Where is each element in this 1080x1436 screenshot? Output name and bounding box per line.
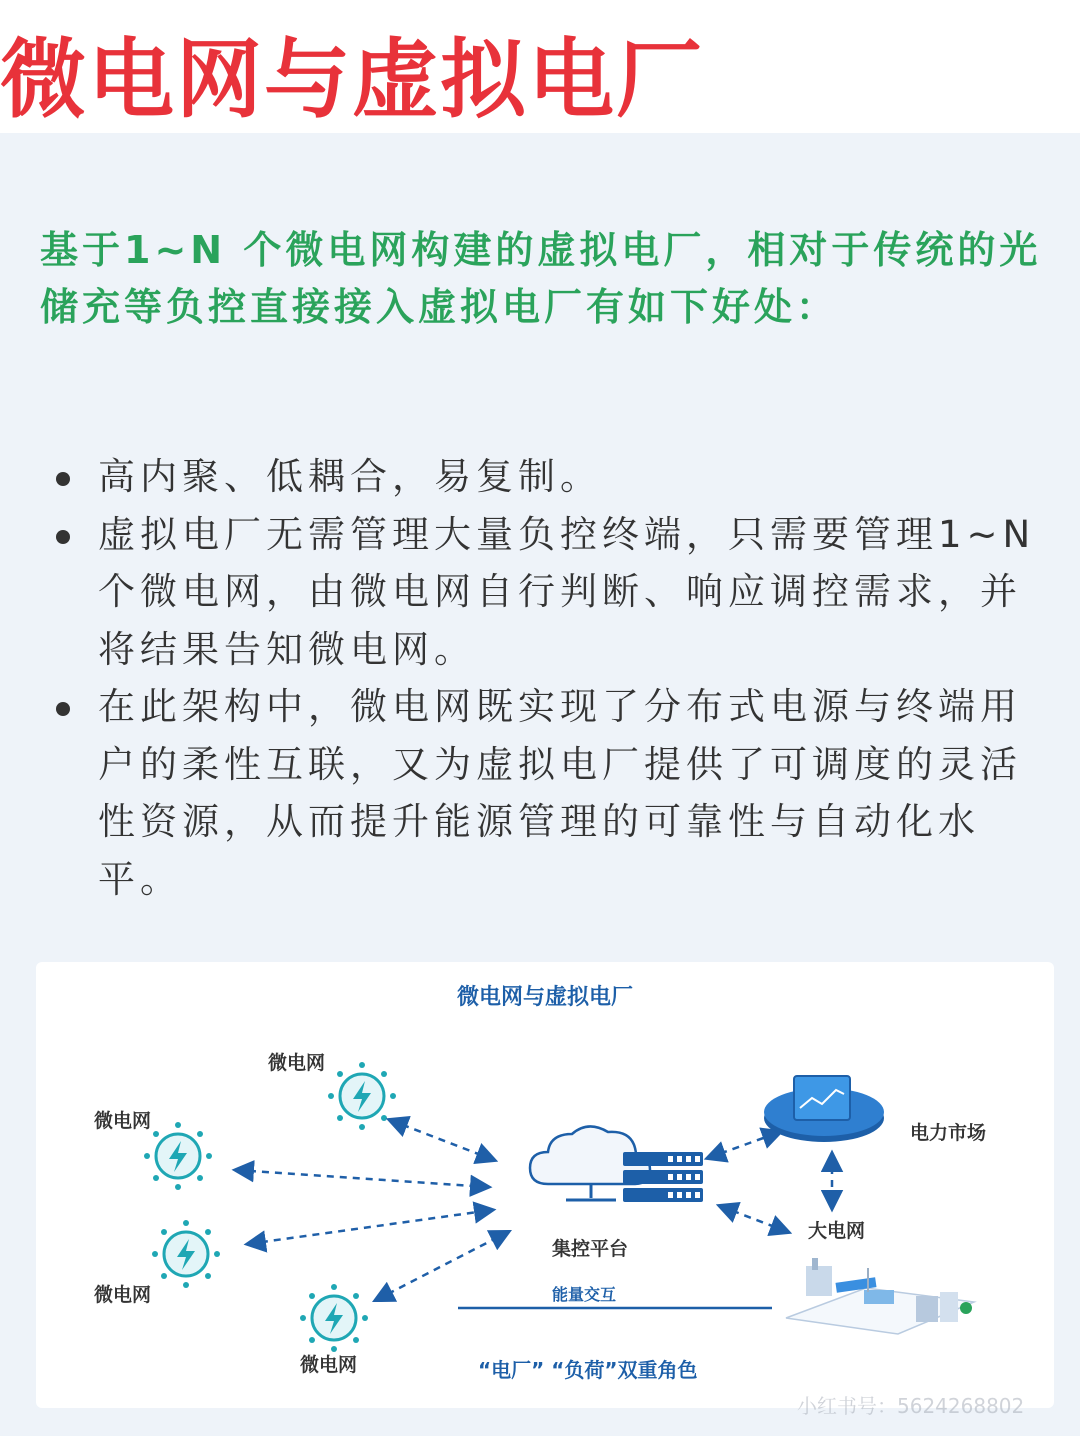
market-label: 电力市场 (910, 1122, 987, 1144)
microgrid-label: 微电网 (94, 1110, 152, 1132)
bullet-dot (56, 702, 70, 716)
bullet-dot (56, 530, 70, 544)
bullet-dot (56, 472, 70, 486)
role-label: “电厂” “负荷”双重角色 (478, 1358, 698, 1382)
microgrid-icon (144, 1122, 212, 1190)
microgrid-label: 微电网 (268, 1052, 326, 1074)
watermark: 小红书号：5624268802 (797, 1394, 1025, 1418)
list-item (54, 506, 1054, 679)
market-icon (764, 1076, 884, 1142)
link-market (708, 1132, 780, 1158)
link-microgrid-2 (236, 1170, 488, 1187)
diagram-graphics (36, 962, 1054, 1408)
list-item-text: 虚拟电厂无需管理大量负控终端，只需要管理1~N个微电网，由微电网自行判断、响应调控需求，并将结果告知微电网。 (98, 512, 1036, 671)
platform-label: 集控平台 (552, 1238, 629, 1260)
list-item-text: 高内聚、低耦合，易复制。 (98, 455, 602, 498)
list-item (54, 678, 1054, 908)
architecture-diagram (36, 962, 1054, 1408)
platform-icon (530, 1126, 703, 1202)
link-microgrid-3 (248, 1210, 492, 1244)
page-title: 微电网与虚拟电厂 (0, 30, 704, 130)
microgrid-label: 微电网 (94, 1284, 152, 1306)
microgrid-icon (300, 1284, 368, 1352)
grid-scene-icon (786, 1258, 974, 1334)
benefit-list (54, 448, 1054, 908)
link-microgrid-1 (390, 1120, 494, 1160)
grid-label: 大电网 (808, 1220, 866, 1242)
microgrid-icon (328, 1062, 396, 1130)
diagram-title: 微电网与虚拟电厂 (456, 985, 633, 1010)
energy-label: 能量交互 (552, 1285, 617, 1304)
microgrid-label: 微电网 (300, 1354, 358, 1376)
microgrid-icon (152, 1220, 220, 1288)
list-item (54, 448, 1054, 506)
link-microgrid-4 (376, 1232, 508, 1300)
link-grid (720, 1206, 788, 1232)
intro-paragraph: 基于1~N 个微电网构建的虚拟电厂，相对于传统的光储充等负控直接接入虚拟电厂有如下好处： (40, 228, 1042, 329)
list-item-text: 在此架构中，微电网既实现了分布式电源与终端用户的柔性互联，又为虚拟电厂提供了可调度的灵活性资源，从而提升能源管理的可靠性与自动化水平。 (98, 685, 1022, 901)
